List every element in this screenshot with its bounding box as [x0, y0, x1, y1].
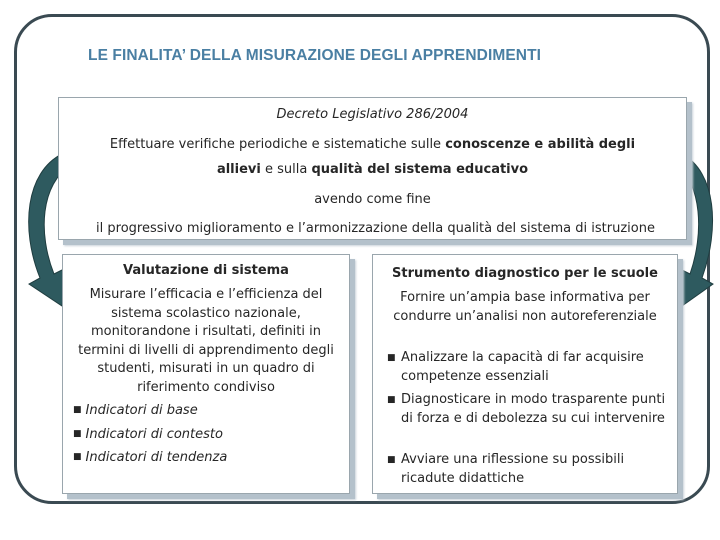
diagnostic-bullet-item: ■ Analizzare la capacità di far acquisire competenze essenziali [387, 350, 644, 384]
bullet-square-icon: ■ [387, 353, 396, 363]
indicator-item: ■ Indicatori di tendenza [73, 450, 228, 465]
bullet-square-icon: ■ [73, 452, 82, 462]
indicator-item: ■ Indicatori di base [73, 403, 198, 418]
bullet-square-icon: ■ [73, 405, 82, 415]
bullet-square-icon: ■ [387, 395, 396, 405]
system-evaluation-box [62, 254, 350, 494]
decree-line-purpose: avendo come fine [314, 192, 431, 207]
diagnostic-tool-description: Fornire un’ampia base informativa per condurre un’analisi non autoreferenziale [393, 290, 657, 324]
decree-title: Decreto Legislativo 286/2004 [276, 107, 469, 122]
decree-line-objective-cont: allievi e sulla qualità del sistema educativo [216, 162, 529, 177]
decree-line-goal: il progressivo miglioramento e l’armonizzazione della qualità del sistema di istruzione [96, 221, 655, 236]
page-title: LE FINALITA’ DELLA MISURAZIONE DEGLI APPRENDIMENTI [88, 47, 542, 64]
diagnostic-tool-heading: Strumento diagnostico per le scuole [392, 266, 658, 281]
indicator-item: ■ Indicatori di contesto [73, 427, 223, 442]
diagnostic-bullet-item: ■ Avviare una riflessione su possibili ricadute didattiche [387, 452, 625, 486]
system-evaluation-description: Misurare l’efficacia e l’efficienza del sistema scolastico nazionale, monitorandone i risultati, definiti in termini di livelli di apprendimento degli studenti, misurati in un quadro di riferimento condiviso [78, 287, 334, 395]
decree-box [58, 97, 687, 240]
bullet-square-icon: ■ [73, 429, 82, 439]
bullet-square-icon: ■ [387, 455, 396, 465]
diagnostic-bullet-item: ■ Diagnosticare in modo trasparente punti di forza e di debolezza su cui intervenire [387, 392, 666, 426]
system-evaluation-heading: Valutazione di sistema [123, 263, 289, 278]
decree-line-objective: Effettuare verifiche periodiche e sistematiche sulle conoscenze e abilità degli [109, 137, 636, 152]
diagnostic-tool-box [372, 254, 678, 494]
